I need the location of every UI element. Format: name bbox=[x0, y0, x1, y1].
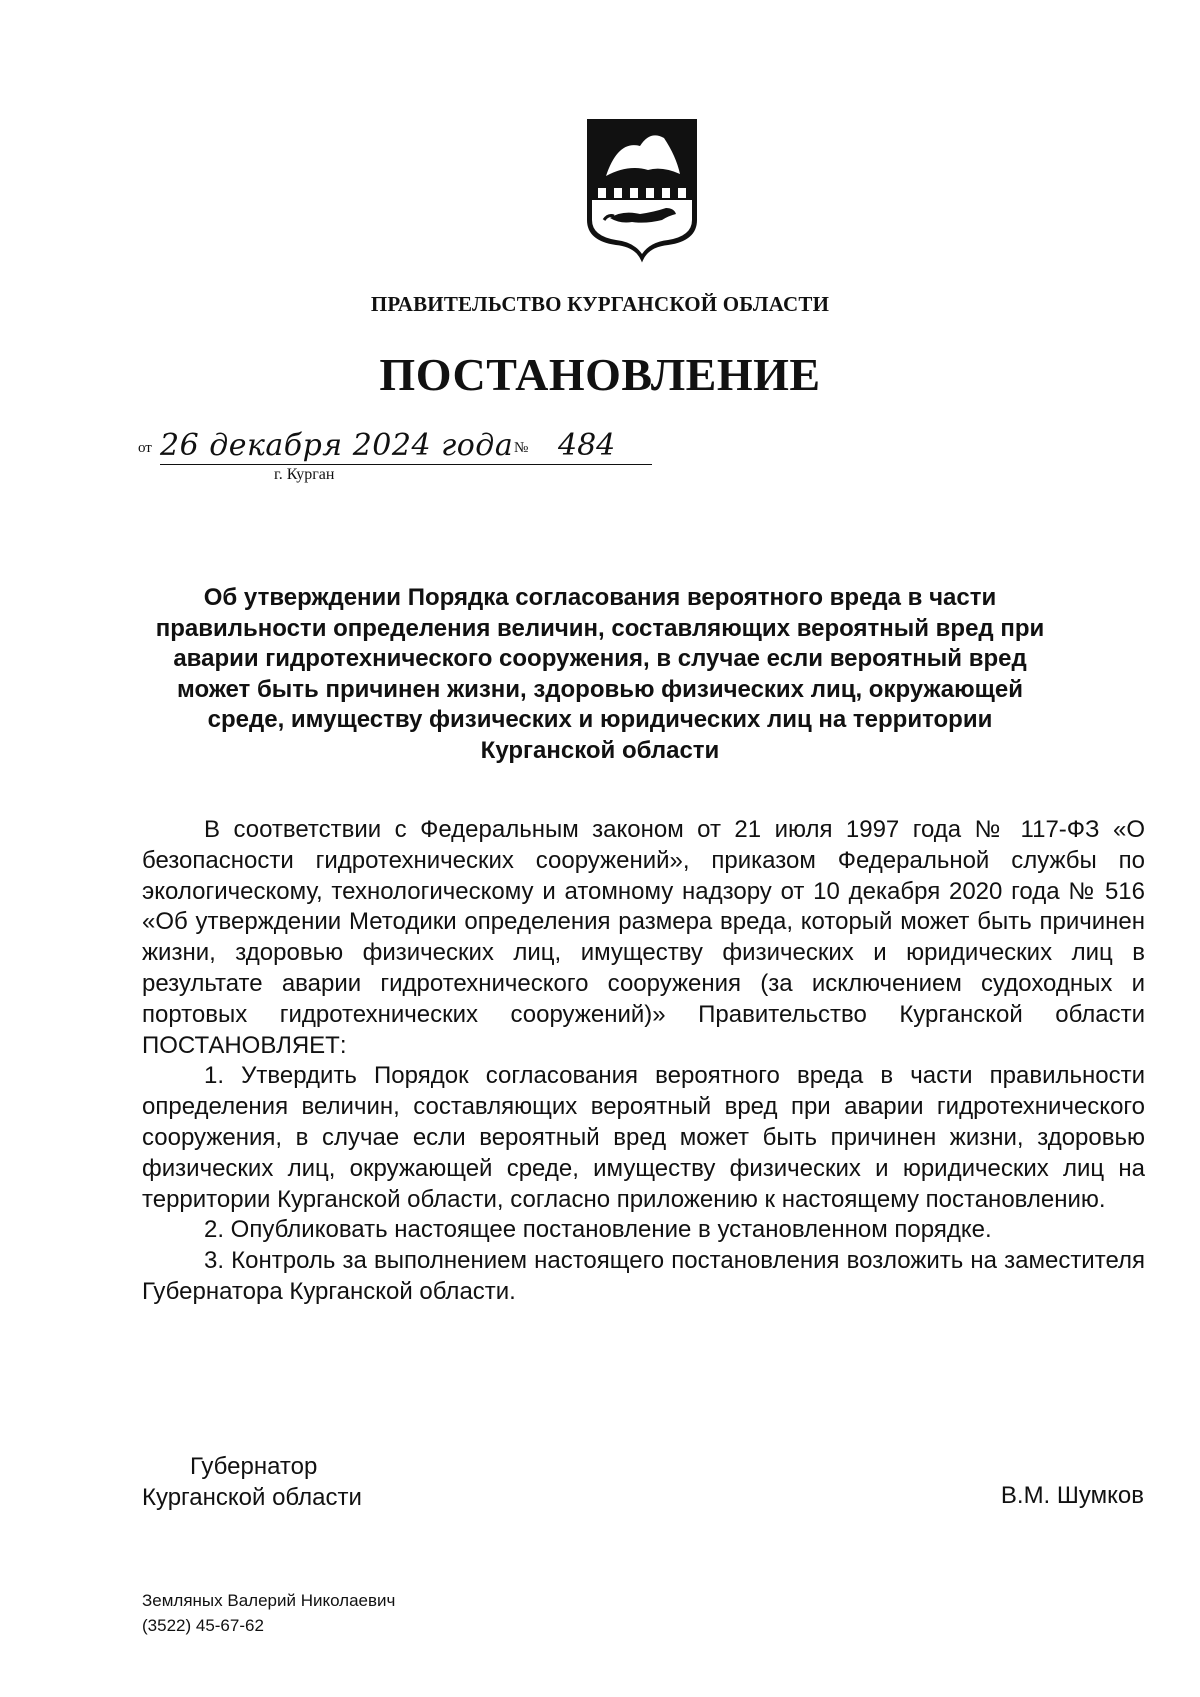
executor-name: Земляных Валерий Николаевич bbox=[142, 1591, 396, 1610]
position-line-2: Курганской области bbox=[142, 1484, 362, 1511]
document-title: Об утверждении Порядка согласования вероятного вреда в части правильности определения величин, составляющих вероятный вред при аварии гидротехнического сооружения, в случае если вероятный вред может быть причинен жизни, здоровью физических лиц, окружающей среде, имуществу физических и юридических лиц на территории Курганской области bbox=[155, 584, 1045, 764]
signatory-name: В.М. Шумков bbox=[1000, 1482, 1144, 1509]
coat-of-arms-icon bbox=[584, 116, 700, 264]
item-2-paragraph: 2. Опубликовать настоящее постановление в установленном порядке. bbox=[204, 1216, 992, 1244]
number-sign: № bbox=[514, 440, 529, 456]
handwritten-number: 484 bbox=[558, 428, 616, 463]
date-prefix: от bbox=[138, 440, 152, 456]
underline bbox=[160, 464, 652, 465]
government-name: ПРАВИТЕЛЬСТВО КУРГАНСКОЙ ОБЛАСТИ bbox=[370, 292, 830, 316]
document-type: ПОСТАНОВЛЕНИЕ bbox=[379, 349, 821, 400]
date-number-line bbox=[138, 428, 658, 488]
preamble-paragraph: В соответствии с Федеральным законом от 21 июля 1997 года № 117-ФЗ «О безопасности гидротехнических сооружений», приказом Федеральной службы по экологическому, технологическому и атомному надзору от 10 декабря 2020 года № 516 «Об утверждении Методики определения размера вреда, который может быть причинен жизни, здоровью физических лиц, имуществу физических и юридических лиц в результате аварии гидротехнического сооружения (за исключением судоходных и портовых гидротехнических сооружений)» Правительство Курганской области ПОСТАНОВЛЯЕТ: bbox=[142, 816, 1145, 1059]
executor-phone: (3522) 45-67-62 bbox=[142, 1616, 264, 1635]
item-1-paragraph: 1. Утвердить Порядок согласования вероятного вреда в части правильности определения величин, составляющих вероятный вред при аварии гидротехнического сооружения, в случае если вероятный вред может быть причинен жизни, здоровью физических лиц, окружающей среде, имуществу физических и юридических лиц на территории Курганской области, согласно приложению к настоящему постановлению. bbox=[142, 1062, 1145, 1213]
document-body bbox=[142, 815, 1145, 1308]
executor-contact bbox=[142, 1588, 395, 1638]
position-line-1: Губернатор bbox=[190, 1453, 318, 1480]
signatory-position bbox=[142, 1451, 362, 1513]
handwritten-date: 26 декабря 2024 года bbox=[160, 428, 514, 463]
item-3-paragraph: 3. Контроль за выполнением настоящего постановления возложить на заместителя Губернатора Курганской области. bbox=[142, 1247, 1145, 1305]
city: г. Курган bbox=[274, 466, 335, 483]
